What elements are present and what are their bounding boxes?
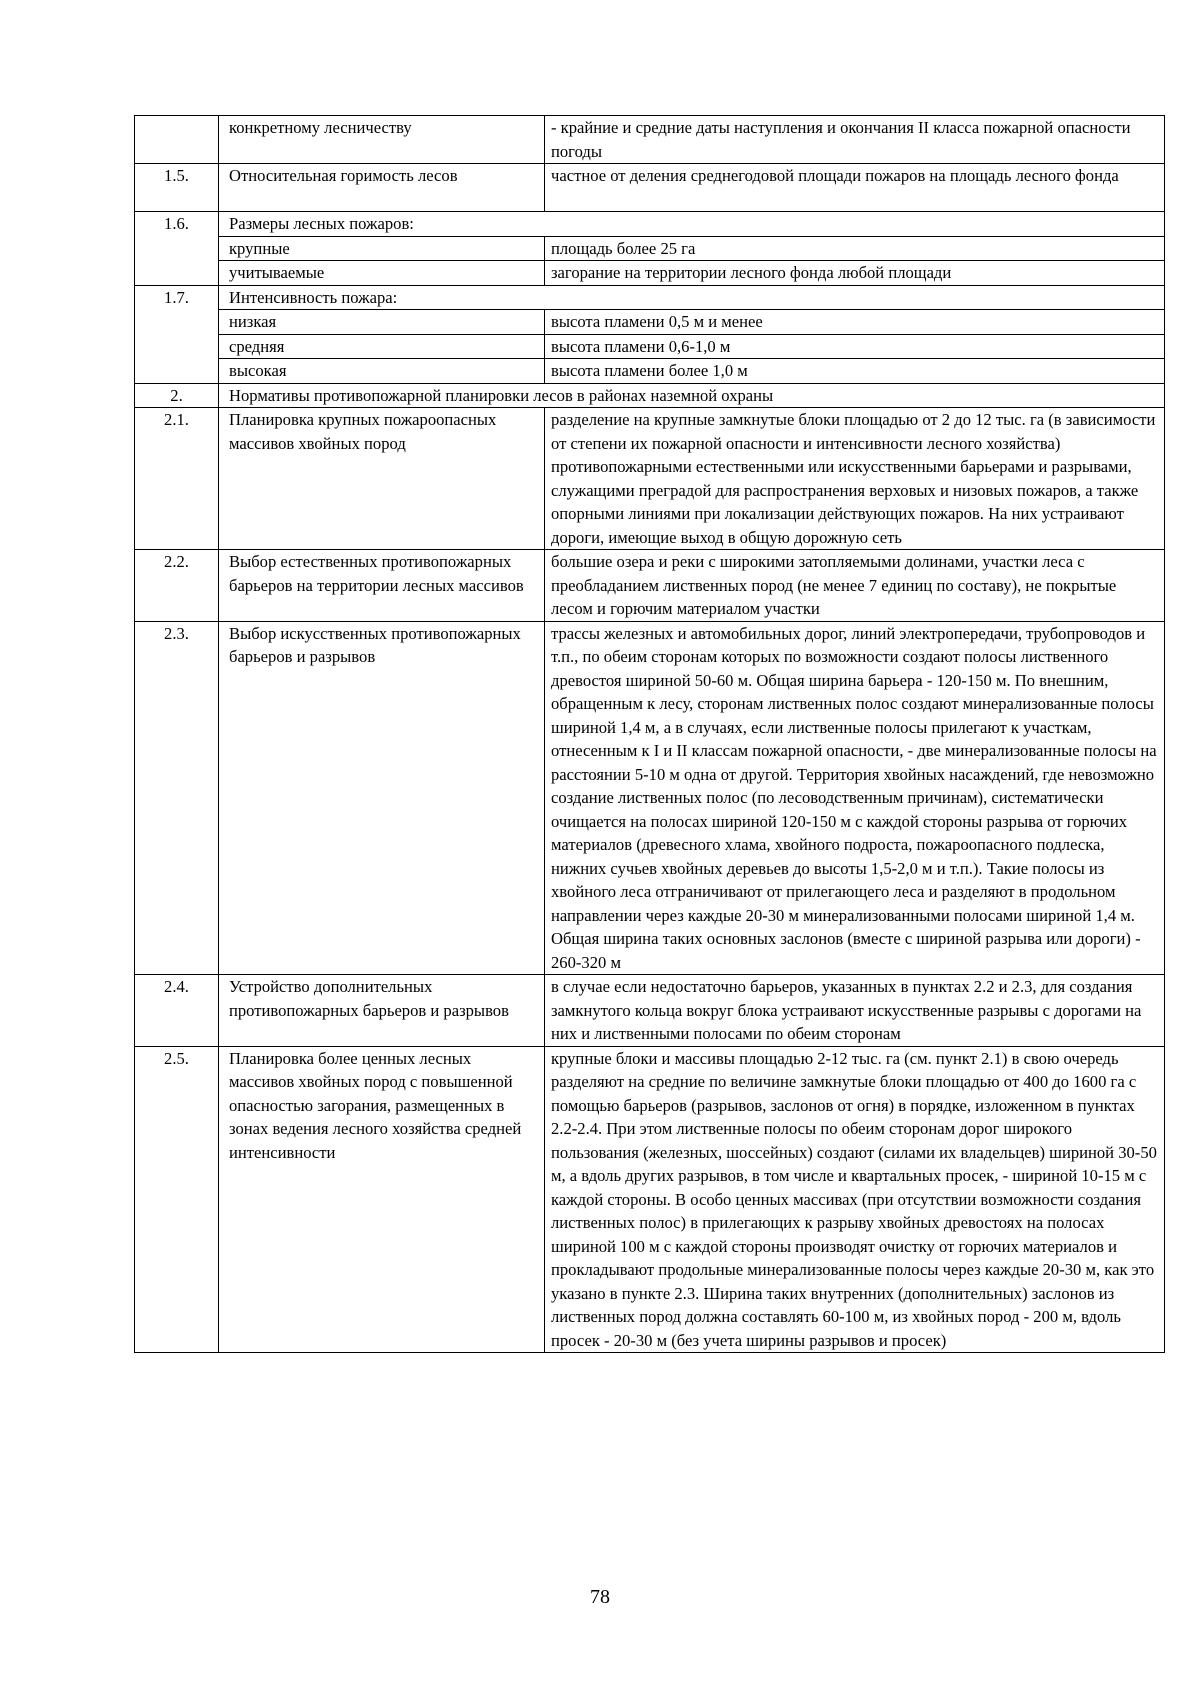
table-row [135,212,1165,237]
table-row [135,383,1165,408]
item-name: учитываемые [219,261,545,286]
table-row [135,236,1165,261]
table-row [135,1046,1165,1353]
item-name: высокая [219,359,545,384]
item-number: 1.7. [135,285,219,383]
item-number: 2.4. [135,975,219,1047]
item-name: крупные [219,236,545,261]
table-row [135,261,1165,286]
item-description: частное от деления среднегодовой площади пожаров на площадь лесного фонда [545,164,1165,212]
item-description: в случае если недостаточно барьеров, указанных в пунктах 2.2 и 2.3, для создания замкнутого кольца вокруг блока устраивают искусственные разрывы с дорогами на них и лиственными полосами по обеим сторонам [545,975,1165,1047]
table-row [135,975,1165,1047]
section-heading: Интенсивность пожара: [219,285,1165,310]
item-description: высота пламени 0,5 м и менее [545,310,1165,335]
table-row [135,621,1165,975]
section-heading: Нормативы противопожарной планировки лесов в районах наземной охраны [219,383,1165,408]
item-name: конкретному лесничеству [219,116,545,164]
table-row [135,359,1165,384]
item-description: высота пламени более 1,0 м [545,359,1165,384]
table-row [135,310,1165,335]
item-number: 2.5. [135,1046,219,1353]
item-name: Выбор искусственных противопожарных барьеров и разрывов [219,621,545,975]
item-number: 1.6. [135,212,219,286]
item-description: большие озера и реки с широкими затопляемыми долинами, участки леса с преобладанием лиственных пород (не менее 7 единиц по составу), не покрытые лесом и горючим материалом участки [545,550,1165,622]
item-name: Выбор естественных противопожарных барьеров на территории лесных массивов [219,550,545,622]
table-row [135,408,1165,550]
section-heading: Размеры лесных пожаров: [219,212,1165,237]
item-description: высота пламени 0,6-1,0 м [545,334,1165,359]
item-number [135,116,219,164]
table-row [135,116,1165,164]
table-row [135,164,1165,212]
item-number: 2.2. [135,550,219,622]
item-description: разделение на крупные замкнутые блоки площадью от 2 до 12 тыс. га (в зависимости от степени их пожарной опасности и интенсивности лесного хозяйства) противопожарными естественными или искусственными барьерами и разрывами, служащими преградой для распространения верховых и низовых пожаров, а также опорными линиями при локализации действующих пожаров. На них устраивают дороги, имеющие выход в общую дорожную сеть [545,408,1165,550]
item-description: трассы железных и автомобильных дорог, линий электропередачи, трубопроводов и т.п., по обеим сторонам которых по возможности создают полосы лиственного древостоя шириной 50-60 м. Общая ширина барьера - 120-150 м. По внешним, обращенным к лесу, сторонам лиственных полос создают минерализованные полосы шириной 1,4 м, а в случаях, если лиственные полосы прилегают к участкам, отнесенным к I и II классам пожарной опасности, - две минерализованные полосы на расстоянии 5-10 м одна от другой. Территория хвойных насаждений, где невозможно создание лиственных полос (по лесоводственным причинам), систематически очищается на полосах шириной 120-150 м с каждой стороны разрыва от горючих материалов (древесного хлама, хвойного подроста, пожароопасного подлеска, нижних сучьев хвойных деревьев до высоты 1,5-2,0 м и т.п.). Такие полосы из хвойного леса отграничивают от прилегающего леса и разделяют в продольном направлении через каждые 20-30 м минерализованными полосами шириной 1,4 м. Общая ширина таких основных заслонов (вместе с шириной разрыва или дороги) - 260-320 м [545,621,1165,975]
page-number: 78 [590,1586,610,1608]
item-number: 2.1. [135,408,219,550]
item-number: 1.5. [135,164,219,212]
item-description: крупные блоки и массивы площадью 2-12 тыс. га (см. пункт 2.1) в свою очередь разделяют на средние по величине замкнутые блоки площадью от 400 до 1600 га с помощью барьеров (разрывов, заслонов от огня) в порядке, изложенном в пунктах 2.2-2.4. При этом лиственные полосы по обеим сторонам дорог широкого пользования (железных, шоссейных) создают (силами их владельцев) шириной 30-50 м, а вдоль других разрывов, в том числе и квартальных просек, - шириной 10-15 м с каждой стороны. В особо ценных массивах (при отсутствии возможности создания лиственных полос) в прилегающих к разрыву хвойных древостоях на полосах шириной 100 м с каждой стороны производят очистку от горючих материалов и прокладывают продольные минерализованные полосы через каждые 20-30 м, как это указано в пункте 2.3. Ширина таких внутренних (дополнительных) заслонов из лиственных пород должна составлять 60-100 м, из хвойных пород - 200 м, вдоль просек - 20-30 м (без учета ширины разрывов и просек) [545,1046,1165,1353]
item-name: Планировка более ценных лесных массивов хвойных пород с повышенной опасностью загорания, размещенных в зонах ведения лесного хозяйства средней интенсивности [219,1046,545,1353]
table-row [135,550,1165,622]
item-name: Планировка крупных пожароопасных массивов хвойных пород [219,408,545,550]
item-name: низкая [219,310,545,335]
item-name: средняя [219,334,545,359]
item-number: 2. [135,383,219,408]
table-row [135,334,1165,359]
item-name: Устройство дополнительных противопожарных барьеров и разрывов [219,975,545,1047]
norms-table [134,115,1165,1353]
table-row [135,285,1165,310]
item-name: Относительная горимость лесов [219,164,545,212]
item-description: площадь более 25 га [545,236,1165,261]
item-description: загорание на территории лесного фонда любой площади [545,261,1165,286]
item-number: 2.3. [135,621,219,975]
item-description: - крайние и средние даты наступления и окончания II класса пожарной опасности погоды [545,116,1165,164]
